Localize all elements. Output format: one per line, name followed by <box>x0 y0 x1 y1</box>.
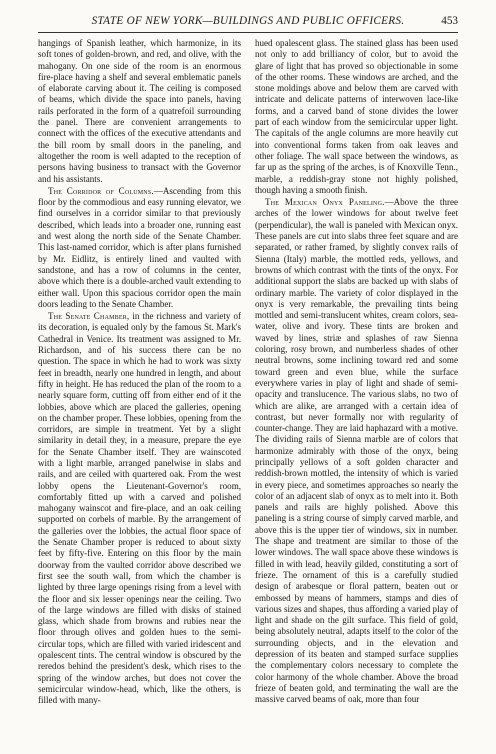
paragraph-body: in the richness and variety of its decoration, is equaled only by the famous St. Mark's Cathedral in Venice. Its treatment was assigned to Mr. Richardson, and of his success there can be no question. The space in which he had to work was sixty feet in breadth, nearly one hundred in length, and about fifty in height. He has reduced the plan of the room to a nearly square form, cutting off from either end of it the lobbies, above which are placed the galleries, opening on the chamber proper. These lobbies, opening from the corridors, are simple in treatment. Yet by a slight similarity in detail they, in a measure, prepare the eye for the Senate Chamber itself. They are wainscoted with a light marble, arranged panelwise in slabs and rails, and are ceiled with quartered oak. From the west lobby opens the Lieutenant-Governor's room, comfortably fitted up with a carved and polished mahogany wainscot and fire-place, and an oak ceiling supported on corbels of marble. By the arrangement of the galleries over the lobbies, the actual floor space of the Senate Chamber proper is reduced to about sixty feet by fifty-five. Entering on this floor by the main doorway from the vaulted corridor above described we first see the south wall, from which the chamber is lighted by three large openings rising from a level with the floor and six lesser openings near the ceiling. Two of the large windows are filled with disks of stained glass, which shade from browns and rubies near the floor through olives and golden hues to the semi-circular tops, which are filled with varied iridescent and opalescent tints. The central window is obscured by the reredos behind the president's desk, which rises to the spring of the window arches, but does not cover the semicircular window-head, which, like the others, is filled with many- <box>38 311 241 706</box>
running-title: STATE OF NEW YORK—BUILDINGS AND PUBLIC OFFICERS. <box>91 15 405 27</box>
paragraph-windows: hued opalescent glass. The stained glass has been used not only to add brilliancy of color, but to avoid the glare of light that has proved so objectionable in some of the other rooms. These windows are arched, and the stone moldings above and below them are carved with intricate and delicate patterns of interwoven lace-like forms, and a carved band of stone divides the lower part of each window from the semicircular upper light. The capitals of the angle columns are more heavily cut into conventional forms taken from oak leaves and other foliage. The wall space between the windows, as far up as the spring of the arches, is of Knoxville Tenn., marble, a reddish-gray stone not highly polished, though having a smooth finish. <box>255 38 458 195</box>
paragraph-corridor-of-columns <box>38 186 241 310</box>
paragraph-mexican-onyx <box>255 197 458 705</box>
paragraph-senate-chamber <box>38 311 241 706</box>
paragraph-body: —Ascending from this floor by the commodious and easy running elevator, we find ourselves in a corridor similar to that previously described, which leads into a broader one, running east and west along the north side of the Senate Chamber. This last-named corridor, which is after plans furnished by Mr. Eidlitz, is entirely lined and vaulted with sandstone, and has a row of columns in the center, above which there is a double-arched vault extending to either wall. Upon this spacious corridor open the main doors leading to the Senate Chamber. <box>38 185 241 309</box>
right-column <box>255 38 458 744</box>
section-heading-corridor: The Corridor of Columns. <box>48 185 154 196</box>
paragraph-body: —Above the three arches of the lower windows for about twelve feet (perpendicular), the wall is paneled with Mexican onyx. These panels are cut into slabs three feet square and are separated, or rather framed, by slightly convex rails of Sienna (Italy) marble, the mottled reds, yellows, and browns of which contrast with the tints of the onyx. For additional support the slabs are backed up with slabs of ordinary marble. The variety of color displayed in the onyx is very remarkable, the prevailing tints being mottled and semi-translucent whites, cream colors, sea-water, olive and ivory. These tints are broken and waved by lines, striæ and splashes of raw Sienna coloring, rosy brown, and numberless shades of other neutral browns, some inclining toward red and some toward green and even blue, while the surface everywhere varies in play of light and shade of semi-opacity and translucence. The various slabs, no two of which are alike, are arranged with a certain idea of contrast, but never formally nor with regularity of counter-change. They are laid haphazard with a motive. The dividing rails of Sienna marble are of colors that harmonize admirably with those of the onyx, being principally yellows of a soft golden character and reddish-brown mottled, the intensity of which is varied in every piece, and sometimes approaches so nearly the color of an adjacent slab of onyx as to melt into it. Both panels and rails are highly polished. Above this paneling is a string course of simply carved marble, and above this is the upper tier of windows, six in number. The shape and treatment are similar to those of the lower windows. The wall space above these windows is filled in with lead, heavily gilded, constituting a sort of frieze. The ornament of this is a carefully studied design of arabesque or floral pattern, beaten out or embossed by means of hammers, stamps and dies of various sizes and shapes, thus affording a varied play of light and shade on the gilt surface. This field of gold, being absolutely neutral, adapts itself to the color of the surrounding objects, and in the elevation and depression of its beaten and stamped surface supplies the complementary colors necessary to complete the color harmony of the whole chamber. Above the broad frieze of beaten gold, and terminating the wall are the massive carved beams of oak, more than four <box>255 197 458 705</box>
section-heading-senate-chamber: The Senate Chamber, <box>48 311 130 322</box>
page-number: 453 <box>441 15 458 27</box>
section-heading-mexican-onyx: The Mexican Onyx Paneling. <box>265 197 385 208</box>
left-column <box>38 38 241 744</box>
paragraph-governor-room-end: hangings of Spanish leather, which harmonize, in its soft tones of golden-brown, and red, and olive, with the mahogany. On one side of the room is an enormous fire-place having a shelf and several emblematic panels of elaborate carving about it. The ceiling is composed of beams, which divide the space into panels, having rails perforated in the form of a quatrefoil surrounding the panel. There are convenient arrangements to connect with the offices of the executive attendants and the bill room by small doors in the paneling, and altogether the room is well adapted to the reception of persons having business to transact with the Governor and his assistants. <box>38 38 241 184</box>
page-header <box>38 14 458 33</box>
